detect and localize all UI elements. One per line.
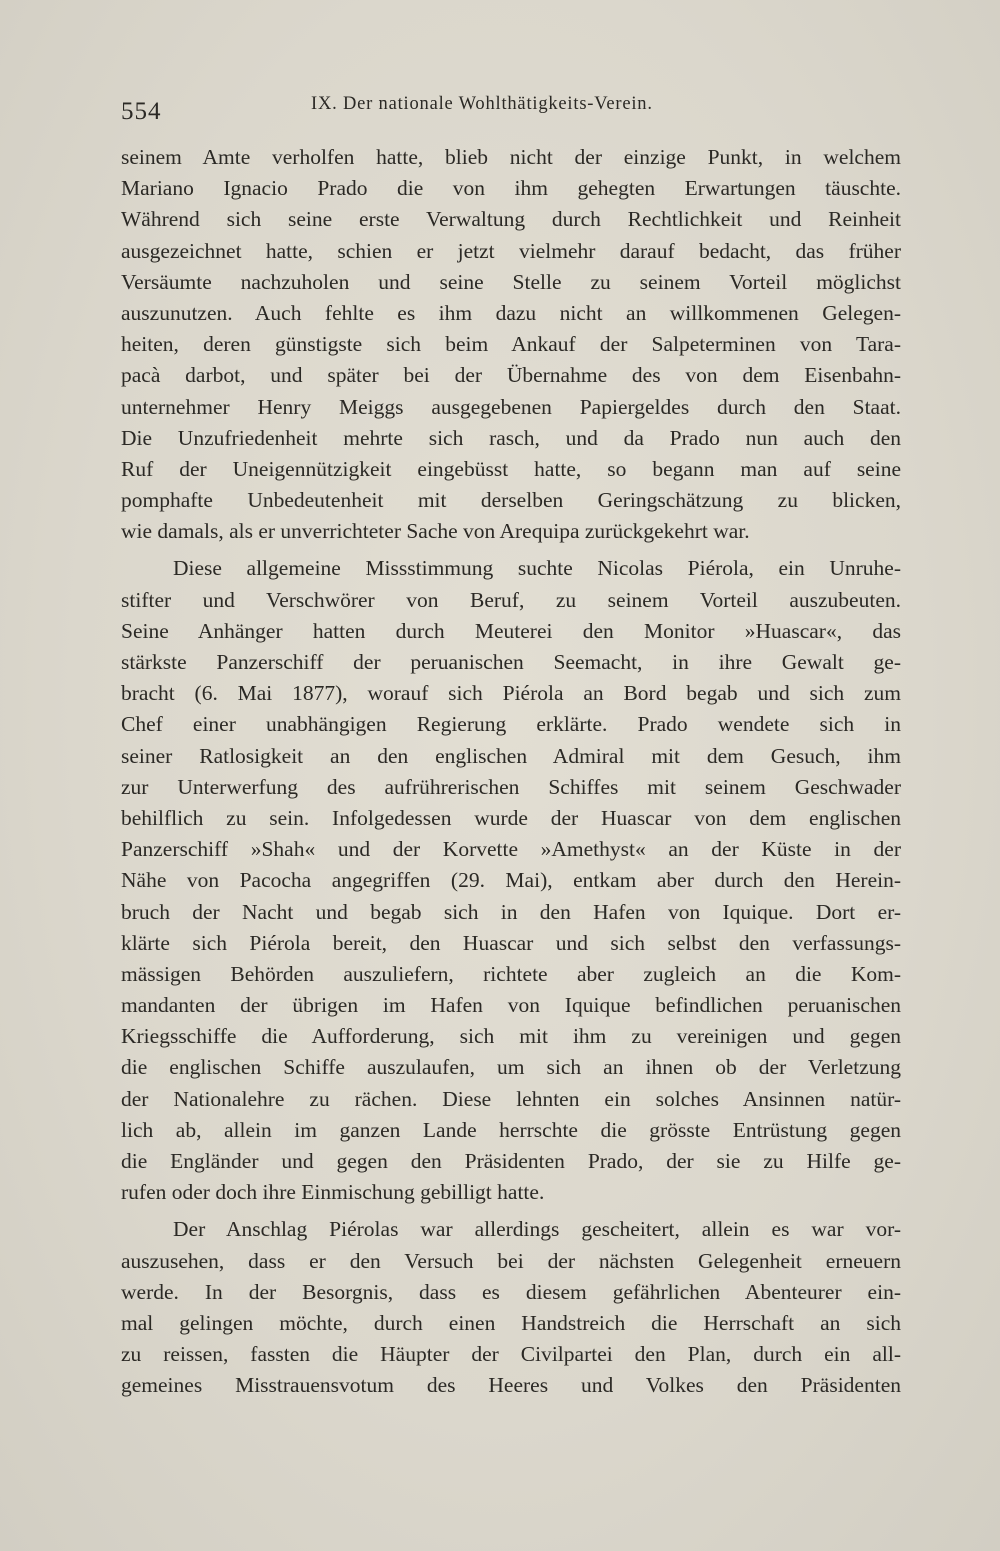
text-line: Chef einer unabhängigen Regierung erklärte. Prado wendete sich in: [121, 712, 901, 737]
text-line: stifter und Verschwörer von Beruf, zu seinem Vorteil auszubeuten.: [121, 587, 901, 612]
text-line: auszusehen, dass er den Versuch bei der nächsten Gelegenheit erneuern: [121, 1248, 901, 1273]
text-line: unternehmer Henry Meiggs ausgegebenen Papiergeldes durch den Staat.: [121, 394, 901, 419]
text-line: Panzerschiff »Shah« und der Korvette »Amethyst« an der Küste in der: [121, 837, 901, 862]
text-line: heiten, deren günstigste sich beim Ankauf der Salpeterminen von Tara-: [121, 332, 901, 357]
text-line: rufen oder doch ihre Einmischung gebilligt hatte.: [121, 1180, 545, 1205]
text-line: bracht (6. Mai 1877), worauf sich Piérola an Bord begab und sich zum: [121, 681, 901, 706]
text-line: werde. In der Besorgnis, dass es diesem gefährlichen Abenteurer ein-: [121, 1279, 901, 1304]
text-line: Diese allgemeine Missstimmung suchte Nicolas Piérola, ein Unruhe-: [173, 556, 901, 581]
text-line: seiner Ratlosigkeit an den englischen Admiral mit dem Gesuch, ihm: [121, 743, 901, 768]
text-line: gemeines Misstrauensvotum des Heeres und Volkes den Präsidenten: [121, 1373, 901, 1398]
text-line: Versäumte nachzuholen und seine Stelle zu seinem Vorteil möglichst: [121, 269, 901, 294]
text-line: Mariano Ignacio Prado die von ihm gehegten Erwartungen täuschte.: [121, 176, 901, 201]
text-line: Ruf der Uneigennützigkeit eingebüsst hatte, so begann man auf seine: [121, 456, 901, 481]
text-line: mal gelingen möchte, durch einen Handstreich die Herrschaft an sich: [121, 1310, 901, 1335]
text-line: die Engländer und gegen den Präsidenten Prado, der sie zu Hilfe ge-: [121, 1149, 901, 1173]
text-line: Während sich seine erste Verwaltung durch Rechtlichkeit und Reinheit: [121, 207, 901, 232]
running-head: IX. Der nationale Wohlthätigkeits-Verein.: [311, 94, 653, 114]
page-number: 554: [121, 98, 162, 125]
text-line: bruch der Nacht und begab sich in den Hafen von Iquique. Dort er-: [121, 899, 901, 924]
text-line: stärkste Panzerschiff der peruanischen Seemacht, in ihre Gewalt ge-: [121, 650, 901, 674]
body-text: [121, 142, 901, 1402]
text-line: mässigen Behörden auszuliefern, richtete aber zugleich an die Kom-: [121, 961, 901, 986]
text-line: die englischen Schiffe auszulaufen, um sich an ihnen ob der Verletzung: [121, 1055, 901, 1080]
text-line: behilflich zu sein. Infolgedessen wurde der Huascar von dem englischen: [121, 805, 901, 830]
text-line: zur Unterwerfung des aufrührerischen Schiffes mit seinem Geschwader: [121, 774, 901, 799]
text-line: zu reissen, fassten die Häupter der Civilpartei den Plan, durch ein all-: [121, 1342, 901, 1367]
text-line: pomphafte Unbedeutenheit mit derselben Geringschätzung zu blicken,: [121, 488, 901, 513]
text-line: lich ab, allein im ganzen Lande herrschte die grösste Entrüstung gegen: [121, 1117, 901, 1142]
text-line: Kriegsschiffe die Aufforderung, sich mit ihm zu vereinigen und gegen: [121, 1024, 901, 1049]
text-line: wie damals, als er unverrichteter Sache von Arequipa zurückgekehrt war.: [121, 519, 750, 544]
page-header: [121, 92, 901, 126]
text-line: klärte sich Piérola bereit, den Huascar und sich selbst den verfassungs-: [121, 930, 901, 955]
text-line: auszunutzen. Auch fehlte es ihm dazu nicht an willkommenen Gelegen-: [121, 300, 901, 325]
text-line: Nähe von Pacocha angegriffen (29. Mai), entkam aber durch den Herein-: [121, 868, 901, 893]
text-line: pacà darbot, und später bei der Übernahme des von dem Eisenbahn-: [121, 363, 901, 388]
paragraph: [121, 553, 901, 1208]
paragraph: [121, 142, 901, 547]
text-line: seinem Amte verholfen hatte, blieb nicht der einzige Punkt, in welchem: [121, 145, 901, 169]
text-line: ausgezeichnet hatte, schien er jetzt vielmehr darauf bedacht, das früher: [121, 238, 901, 263]
text-line: mandanten der übrigen im Hafen von Iquique befindlichen peruanischen: [121, 993, 901, 1018]
text-line: Seine Anhänger hatten durch Meuterei den Monitor »Huascar«, das: [121, 618, 901, 643]
text-line: Die Unzufriedenheit mehrte sich rasch, und da Prado nun auch den: [121, 425, 901, 450]
paragraph: [121, 1214, 901, 1401]
text-line: der Nationalehre zu rächen. Diese lehnten ein solches Ansinnen natür-: [121, 1086, 901, 1111]
text-line: Der Anschlag Piérolas war allerdings gescheitert, allein es war vor-: [173, 1217, 901, 1242]
